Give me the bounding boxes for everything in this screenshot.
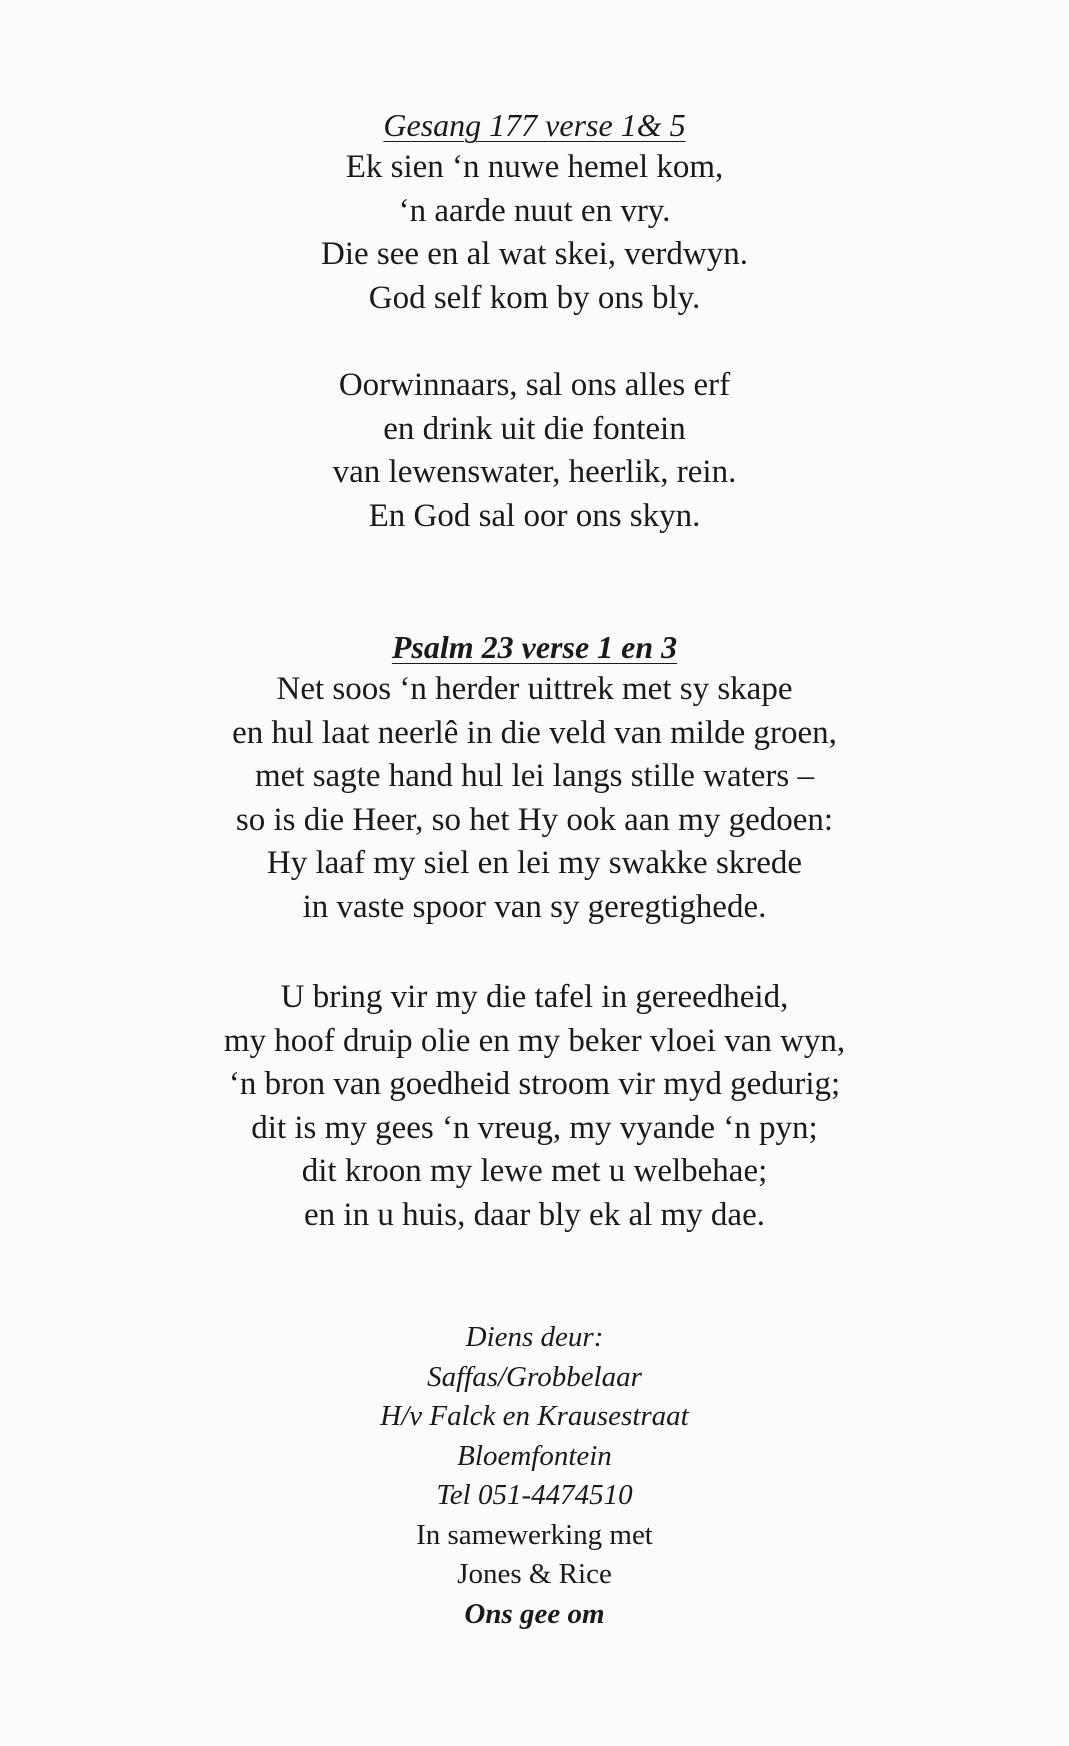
hymn-section xyxy=(0,104,1069,320)
hymn-line: Oorwinnaars, sal ons alles erf xyxy=(338,367,731,403)
hymn-line: Die see en al wat skei, verdwyn. xyxy=(320,236,749,272)
psalm-line: so is die Heer, so het Hy ook aan my gedoen: xyxy=(235,801,834,838)
company-name: Saffas/Grobbelaar xyxy=(427,1360,642,1393)
psalm-stanza-1 xyxy=(0,668,1069,929)
psalm-line: ‘n bron van goedheid stroom vir myd gedurig; xyxy=(228,1066,841,1102)
hymn-line: God self kom by ons bly. xyxy=(368,279,701,316)
psalm-line: en hul laat neerlê in die veld van milde groen, xyxy=(232,714,837,751)
hymn-line: En God sal oor ons skyn. xyxy=(368,497,701,534)
psalm-line: in vaste spoor van sy geregtighede. xyxy=(302,888,767,925)
hymn-line: ‘n aarde nuut en vry. xyxy=(398,192,671,229)
hymn-stanza-1 xyxy=(0,146,1069,320)
hymn-line: Ek sien ‘n nuwe hemel kom, xyxy=(345,149,724,185)
service-by-label: Diens deur: xyxy=(465,1321,604,1353)
psalm-section xyxy=(0,626,1069,929)
psalm-line: U bring vir my die tafel in gereedheid, xyxy=(280,979,789,1015)
psalm-line: my hoof druip olie en my beker vloei van wyn, xyxy=(223,1022,846,1059)
partner-intro: In samewerking met xyxy=(416,1518,653,1551)
hymn-line: en drink uit die fontein xyxy=(383,410,686,447)
psalm-line: met sagte hand hul lei langs stille waters – xyxy=(254,758,815,794)
company-city: Bloemfontein xyxy=(457,1439,612,1472)
hymn-stanza-2 xyxy=(0,364,1069,538)
company-address: H/v Falck en Krausestraat xyxy=(380,1400,689,1432)
company-phone: Tel 051-4474510 xyxy=(436,1479,633,1511)
credits-section xyxy=(0,1318,1069,1634)
psalm-line: Hy laaf my siel en lei my swakke skrede xyxy=(266,845,803,881)
partner-name: Jones & Rice xyxy=(457,1558,612,1590)
psalm-stanza-2 xyxy=(0,976,1069,1237)
slogan: Ons gee om xyxy=(464,1597,605,1630)
psalm-line: en in u huis, daar bly ek al my dae. xyxy=(304,1196,765,1233)
psalm-line: Net soos ‘n herder uittrek met sy skape xyxy=(276,671,793,707)
psalm-line: dit is my gees ‘n vreug, my vyande ‘n pyn; xyxy=(251,1109,818,1146)
psalm-heading: Psalm 23 verse 1 en 3 xyxy=(391,629,678,665)
psalm-line: dit kroon my lewe met u welbehae; xyxy=(301,1153,768,1189)
hymn-line: van lewenswater, heerlik, rein. xyxy=(332,454,737,490)
hymn-heading: Gesang 177 verse 1& 5 xyxy=(383,107,686,143)
